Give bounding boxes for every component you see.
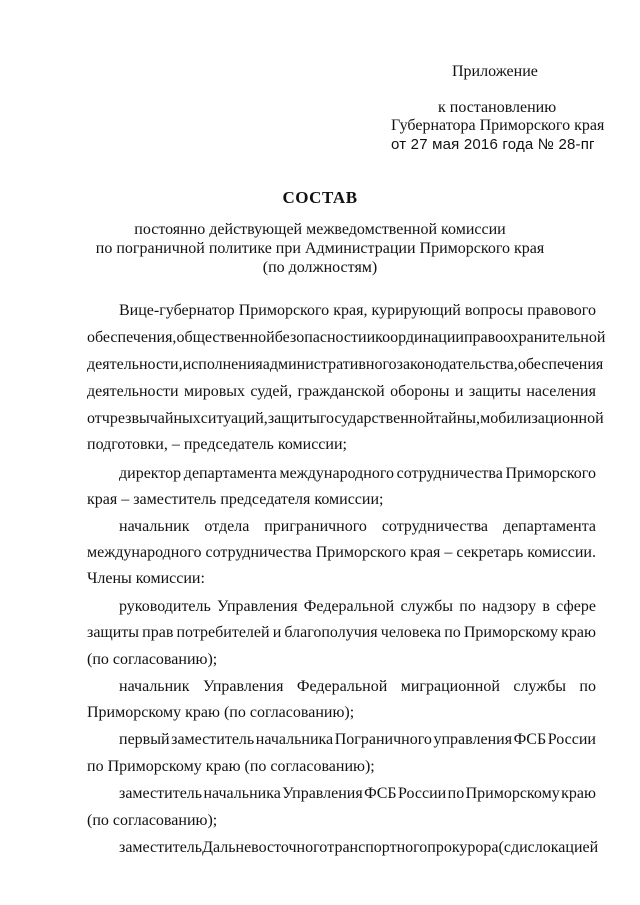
body-line: (по согласованию); [87, 812, 218, 829]
body-word: департамента [502, 518, 596, 535]
body-word: общественной [176, 329, 275, 346]
body-word: заместитель [171, 731, 255, 748]
body-word: транспортного [327, 839, 428, 856]
body-word: гражданской [297, 383, 385, 400]
body-word: по [444, 624, 461, 641]
resolution-date-number: от 27 мая 2016 года № 28-пг [391, 136, 595, 153]
body-word: заместитель [119, 785, 203, 802]
body-word: деятельности, [87, 356, 183, 373]
body-word: Приморского [505, 465, 596, 482]
body-word: сотрудничества [396, 465, 503, 482]
body-line [119, 731, 596, 749]
body-word: надзору [482, 598, 537, 615]
body-word: государственной [319, 410, 434, 427]
body-word: в [542, 598, 550, 615]
body-word: прокурора [427, 839, 499, 856]
body-word: первый [119, 731, 170, 748]
body-word: мировых [184, 383, 245, 400]
body-word: миграционной [400, 678, 500, 695]
body-word: приграничного [264, 518, 367, 535]
body-word: руководитель [119, 598, 211, 615]
body-line: по Приморскому краю (по согласованию); [87, 758, 375, 775]
body-word: управления [433, 731, 513, 748]
resolution-label: к постановлению [438, 99, 557, 116]
body-word: обороны [390, 383, 450, 400]
body-word: законодательства, [396, 356, 518, 373]
body-word: Приморскому [465, 785, 560, 802]
body-word: благополучия [284, 624, 378, 641]
body-word: заместитель [119, 839, 203, 856]
body-word: дислокацией [510, 839, 599, 856]
body-word: Вице-губернатор [119, 302, 235, 319]
body-word: Федеральной [296, 678, 388, 695]
body-word: Управления [202, 678, 284, 695]
body-word: административного [262, 356, 397, 373]
body-word: международного [279, 465, 394, 482]
body-word: защиты [468, 383, 521, 400]
body-word: начальник [119, 678, 190, 695]
body-word: начальник [119, 518, 190, 535]
body-word: Управления [217, 598, 298, 615]
body-word: края, [333, 302, 368, 319]
body-word: исполнения [182, 356, 263, 373]
appendix-label: Приложение [452, 63, 538, 80]
body-word: Дальневосточного [202, 839, 328, 856]
body-line [119, 302, 596, 320]
body-word: защиты [267, 410, 320, 427]
body-word: ситуаций, [200, 410, 268, 427]
document-title [0, 188, 640, 208]
body-word: мобилизационной [480, 410, 604, 427]
body-word: от [87, 410, 102, 427]
body-line [87, 624, 596, 642]
body-word: России [547, 731, 596, 748]
body-line [119, 678, 596, 696]
body-word: защиты [87, 624, 140, 641]
body-word: курирующий [371, 302, 461, 319]
body-word: человека [380, 624, 442, 641]
body-word: и [366, 329, 376, 346]
body-word: ФСБ [513, 731, 547, 748]
body-word: краю [561, 785, 596, 802]
body-word: службы [400, 598, 454, 615]
body-line [119, 518, 596, 536]
body-word: сотрудничества [381, 518, 489, 535]
body-word: деятельности [87, 383, 179, 400]
body-line [87, 329, 606, 347]
body-line [87, 356, 604, 374]
body-line [87, 383, 596, 401]
body-word: сфере [556, 598, 596, 615]
subtitle-line: (по должностям) [262, 259, 378, 276]
body-word: обеспечения, [87, 329, 177, 346]
body-word: по [579, 678, 596, 695]
body-word: по [459, 598, 476, 615]
body-word: координации [375, 329, 464, 346]
body-line: международного сотрудничества Приморского края – секретарь комиссии. [87, 544, 596, 561]
body-word: населения [526, 383, 596, 400]
body-word: по [447, 785, 465, 802]
body-line: Приморскому краю (по согласованию); [87, 704, 355, 721]
title-text: СОСТАВ [282, 188, 358, 207]
body-word: службы [513, 678, 566, 695]
body-word: безопасности [274, 329, 367, 346]
body-word: ФСБ [364, 785, 397, 802]
subtitle-line: постоянно действующей межведомственной комиссии [134, 221, 506, 238]
body-line: края – заместитель председателя комиссии; [87, 491, 384, 508]
body-word: прав [142, 624, 174, 641]
body-word: Пограничного [334, 731, 432, 748]
body-word: России [398, 785, 447, 802]
body-line [119, 465, 596, 483]
body-word: департамента [183, 465, 277, 482]
body-word: чрезвычайных [101, 410, 201, 427]
body-word: правового [527, 302, 596, 319]
body-line [119, 839, 599, 857]
body-line: Члены комиссии: [87, 570, 205, 587]
body-word: начальника [203, 785, 281, 802]
body-word: отдела [204, 518, 250, 535]
body-line: подготовки, – председатель комиссии; [87, 436, 347, 453]
body-word: и [454, 383, 464, 400]
body-line [119, 785, 596, 803]
subtitle-line: по пограничной политике при Администрации Приморского края [95, 240, 545, 257]
body-line: (по согласованию); [87, 651, 218, 668]
body-word: Федеральной [303, 598, 395, 615]
body-word: обеспечения [517, 356, 604, 373]
body-word: Приморскому [463, 624, 558, 641]
body-word: Управления [282, 785, 363, 802]
body-word: Приморского [238, 302, 330, 319]
body-word: тайны, [433, 410, 481, 427]
body-word: потребителей [176, 624, 270, 641]
governor-label: Губернатора Приморского края [391, 117, 605, 134]
body-word: краю [561, 624, 596, 641]
body-line [87, 410, 604, 428]
body-word: (с [498, 839, 511, 856]
body-word: вопросы [464, 302, 524, 319]
body-word: директор [119, 465, 182, 482]
body-word: и [272, 624, 282, 641]
body-word: судей, [250, 383, 293, 400]
body-word: начальника [255, 731, 334, 748]
body-line [119, 598, 596, 616]
body-word: правоохранительной [463, 329, 606, 346]
